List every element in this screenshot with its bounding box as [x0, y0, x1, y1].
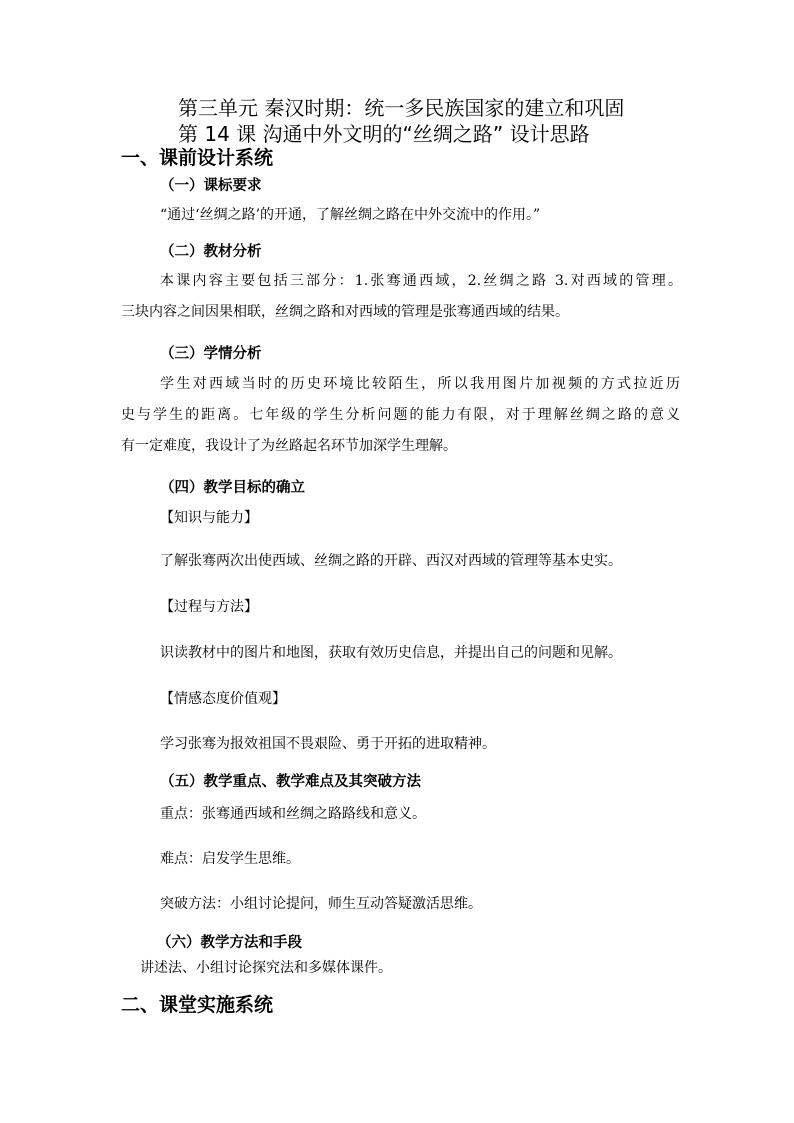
knowledge-ability-label: 【知识与能力】: [160, 510, 258, 526]
subsection-2-heading: （二）教材分析: [160, 243, 262, 260]
key-point-text: 重点：张骞通西域和丝绸之路路线和意义。: [160, 806, 426, 822]
textbook-analysis-line-1: 本课内容主要包括三部分：1.张骞通西域，2.丝绸之路 3.对西域的管理。: [160, 273, 682, 289]
learner-analysis-line-3: 有一定难度，我设计了为丝路起名环节加深学生理解。: [121, 438, 457, 454]
subsection-1-heading: （一）课标要求: [160, 177, 262, 194]
knowledge-ability-text: 了解张骞两次出使西域、丝绸之路的开辟、西汉对西域的管理等基本史实。: [160, 553, 622, 569]
curriculum-requirement-text: “通过‘丝绸之路’的开通，了解丝绸之路在中外交流中的作用。”: [160, 207, 541, 223]
teaching-methods-text: 讲述法、小组讨论探究法和多媒体课件。: [140, 960, 392, 976]
breakthrough-method-text: 突破方法：小组讨论提问，师生互动答疑激活思维。: [160, 896, 482, 912]
emotion-values-label: 【情感态度价值观】: [160, 691, 286, 707]
subsection-4-heading: （四）教学目标的确立: [160, 479, 305, 496]
section-2-heading: 二、课堂实施系统: [121, 994, 274, 1016]
emotion-values-text: 学习张骞为报效祖国不畏艰险、勇于开拓的进取精神。: [160, 736, 496, 752]
process-method-label: 【过程与方法】: [160, 599, 258, 615]
subsection-5-heading: （五）教学重点、教学难点及其突破方法: [160, 773, 421, 790]
textbook-analysis-line-2: 三块内容之间因果相联，丝绸之路和对西域的管理是张骞通西域的结果。: [121, 304, 569, 320]
learner-analysis-line-2: 史与学生的距离。七年级的学生分析问题的能力有限，对于理解丝绸之路的意义: [121, 407, 680, 423]
learner-analysis-line-1: 学生对西域当时的历史环境比较陌生，所以我用图片加视频的方式拉近历: [160, 376, 680, 392]
subsection-6-heading: （六）教学方法和手段: [157, 934, 302, 951]
section-1-heading: 一、课前设计系统: [121, 147, 274, 169]
subsection-3-heading: （三）学情分析: [160, 345, 262, 362]
unit-title: 第三单元 秦汉时期：统一多民族国家的建立和巩固: [178, 96, 625, 120]
difficult-point-text: 难点：启发学生思维。: [160, 851, 300, 867]
lesson-title: 第 14 课 沟通中外文明的“丝绸之路” 设计思路: [178, 122, 590, 146]
process-method-text: 识读教材中的图片和地图，获取有效历史信息，并提出自己的问题和见解。: [160, 645, 622, 661]
